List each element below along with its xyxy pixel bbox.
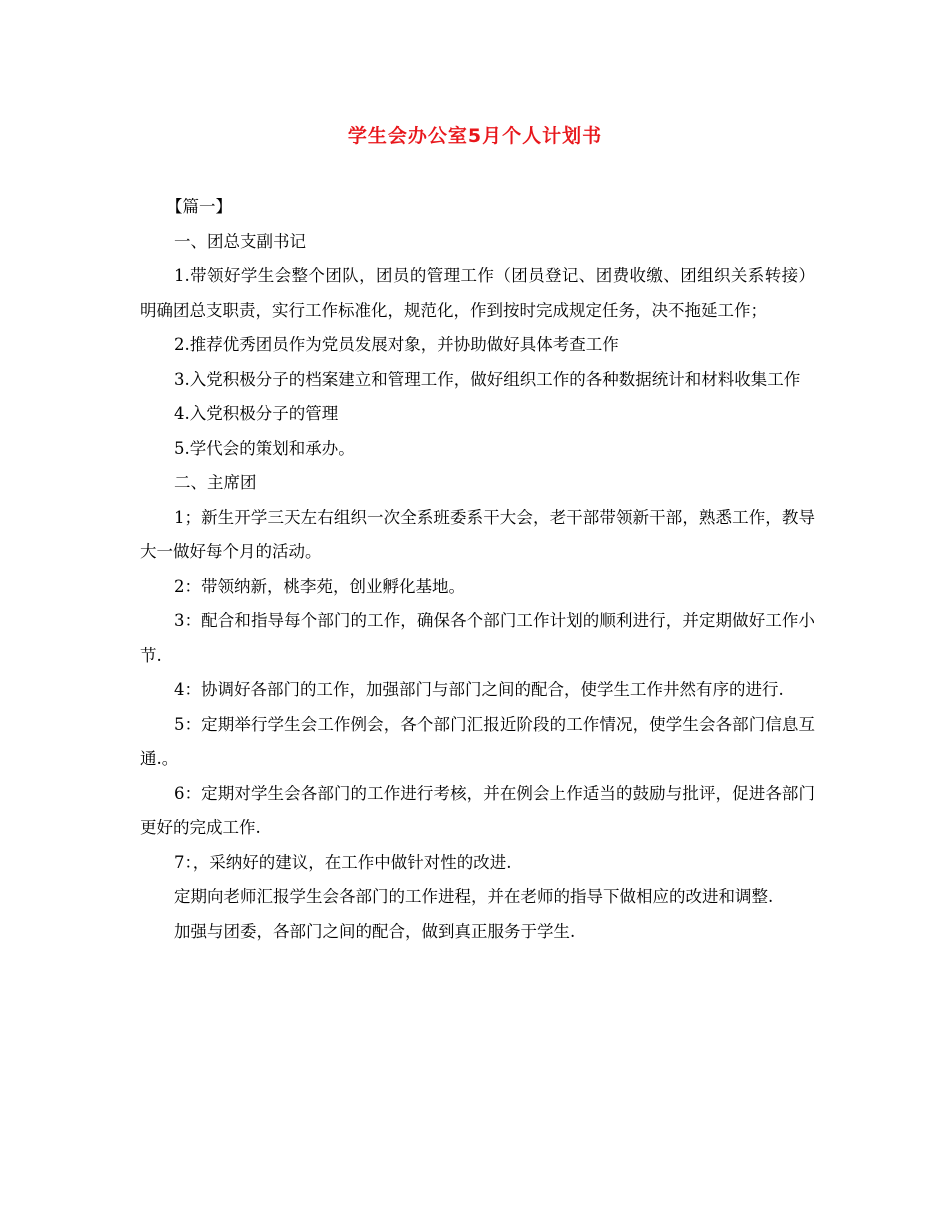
paragraph-presidium-3: 3：配合和指导每个部门的工作，确保各个部门工作计划的顺利进行，并定期做好工作小节. [140, 611, 815, 665]
paragraph-item-3: 3.入党积极分子的档案建立和管理工作，做好组织工作的各种数据统计和材料收集工作 [174, 369, 801, 389]
paragraph-item-2: 2.推荐优秀团员作为党员发展对象，并协助做好具体考查工作 [174, 335, 619, 354]
section-marker: 【篇一】 [166, 197, 232, 216]
paragraph-presidium-2: 2：带领纳新，桃李苑，创业孵化基地。 [174, 576, 465, 596]
document-body [140, 190, 815, 949]
paragraph-presidium-7: 7：，采纳好的建议，在工作中做针对性的改进. [174, 852, 512, 872]
paragraph-cooperation: 加强与团委，各部门之间的配合，做到真正服务于学生. [174, 921, 576, 941]
paragraph-presidium-4: 4：协调好各部门的工作，加强部门与部门之间的配合，使学生工作井然有序的进行. [174, 680, 784, 699]
paragraph-report-teacher: 定期向老师汇报学生会各部门的工作进程，并在老师的指导下做相应的改进和调整. [174, 887, 774, 906]
paragraph-item-1: 1.带领好学生会整个团队，团员的管理工作（团员登记、团费收缴、团组织关系转接）明确团总支职责，实行工作标准化，规范化，作到按时完成规定任务，决不拖延工作； [140, 266, 815, 320]
paragraph-presidium-5: 5：定期举行学生会工作例会，各个部门汇报近阶段的工作情况，使学生会各部门信息互通.。 [140, 714, 815, 768]
paragraph-presidium-1: 1；新生开学三天左右组织一次全系班委系干大会，老干部带领新干部，熟悉工作，教导大一做好每个月的活动。 [140, 507, 815, 561]
heading-presidium: 二、主席团 [174, 473, 257, 492]
paragraph-presidium-6: 6：定期对学生会各部门的工作进行考核，并在例会上作适当的鼓励与批评，促进各部门更好的完成工作. [140, 783, 815, 837]
heading-deputy-secretary: 一、团总支副书记 [174, 231, 306, 251]
paragraph-item-5: 5.学代会的策划和承办。 [174, 438, 355, 458]
paragraph-item-4: 4.入党积极分子的管理 [174, 404, 339, 423]
document-title: 学生会办公室5月个人计划书 [347, 125, 603, 147]
